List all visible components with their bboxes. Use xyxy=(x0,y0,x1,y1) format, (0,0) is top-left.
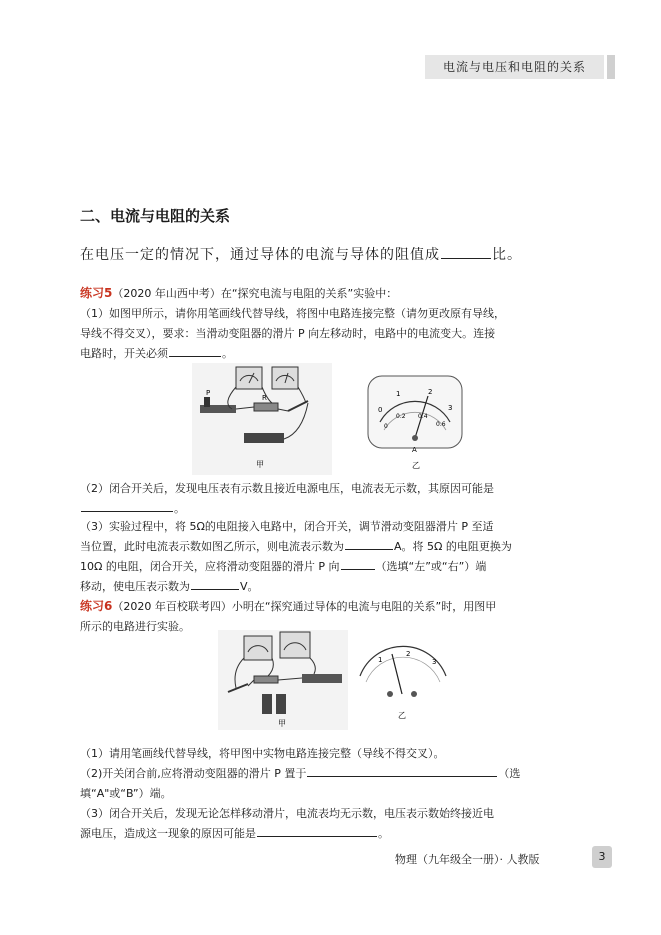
q1-end: 。 xyxy=(222,347,233,360)
page-number: 3 xyxy=(592,846,612,868)
exercise5-q1-line3 xyxy=(80,344,590,364)
voltmeter-icon xyxy=(236,367,262,389)
answer-blank[interactable] xyxy=(441,244,491,259)
dial-tick: 0 xyxy=(378,406,383,414)
exercise5-q1-line1: （1）如图甲所示，请你用笔画线代替导线，将图中电路连接完整（请勿更改原有导线， xyxy=(80,307,505,320)
q1-text: 电路时，开关必须 xyxy=(80,347,168,360)
dial-tick: 3 xyxy=(448,404,453,412)
section-title: 二、电流与电阻的关系 xyxy=(80,207,231,225)
q2-end: 。 xyxy=(174,502,185,515)
exercise6-heading xyxy=(80,596,590,617)
figure-caption-yi: 乙 xyxy=(412,461,420,470)
resistor-icon xyxy=(254,676,278,683)
exercise5-q2 xyxy=(80,479,590,519)
q3-line2 xyxy=(80,537,590,557)
exercise5-label: 练习5 xyxy=(80,286,113,300)
figure-caption-yi: 乙 xyxy=(398,711,406,720)
exercise6-questions xyxy=(80,744,600,844)
battery-icon xyxy=(244,433,284,443)
q3-text: A。将 5Ω 的电阻更换为 xyxy=(394,540,512,553)
exercise6-q2-line2: 填“A"或“B”）端。 xyxy=(80,787,172,800)
dial-tick: 2 xyxy=(406,650,411,658)
header-accent-bar xyxy=(607,55,615,79)
q3-text: 。 xyxy=(378,827,389,840)
q2-line1: （2）闭合开关后，发现电压表有示数且接近电源电压，电流表无示数，其原因可能是 xyxy=(80,482,494,495)
q3-text: V。 xyxy=(240,580,259,593)
q3-text: 源电压，造成这一现象的原因可能是 xyxy=(80,827,256,840)
ammeter-icon xyxy=(272,367,298,389)
q2-text: （选 xyxy=(498,767,521,780)
exercise6-source-line2: 所示的电路进行实验。 xyxy=(80,620,190,633)
q2-line2 xyxy=(80,499,590,519)
exercise6-circuit-figure xyxy=(218,630,348,730)
exercise6-meter-figure xyxy=(352,636,452,724)
dial-tick-small: 0.6 xyxy=(436,421,446,428)
intro-text-after: 比。 xyxy=(492,247,522,263)
dial-unit: A xyxy=(412,446,417,454)
slider-label: P xyxy=(206,389,211,397)
answer-blank[interactable] xyxy=(81,500,173,512)
footer-book-title: 物理（九年级全一册）· 人教版 xyxy=(395,853,540,866)
voltmeter-icon xyxy=(244,636,272,660)
exercise5-q3 xyxy=(80,517,590,597)
figure-caption-jia: 甲 xyxy=(278,719,286,728)
chapter-header: 电流与电压和电阻的关系 xyxy=(425,55,604,79)
answer-blank[interactable] xyxy=(257,825,377,837)
exercise5-q1-line2: 导线不得交叉），要求：当滑动变阻器的滑片 P 向左移动时，电路中的电流变大。连接 xyxy=(80,327,496,340)
dial-tick-small: 0.4 xyxy=(418,413,428,420)
intro-text-before: 在电压一定的情况下，通过导体的电流与导体的阻值成 xyxy=(80,247,440,263)
exercise6-label: 练习6 xyxy=(80,599,113,613)
answer-blank[interactable] xyxy=(169,345,221,357)
q3-line4 xyxy=(80,577,590,597)
q3-line3 xyxy=(80,557,590,577)
exercise5-ammeter-figure xyxy=(360,372,470,472)
q3-line1: （3）实验过程中，将 5Ω的电阻接入电路中，闭合开关，调节滑动变阻器滑片 P 至适 xyxy=(80,520,494,533)
dial-tick: 3 xyxy=(432,658,437,666)
answer-blank[interactable] xyxy=(307,765,497,777)
answer-blank[interactable] xyxy=(341,558,375,570)
exercise6-q3-line2 xyxy=(80,824,600,844)
resistor-icon xyxy=(254,403,278,411)
resistor-label: R xyxy=(262,394,267,402)
q3-text: 10Ω 的电阻，闭合开关，应将滑动变阻器的滑片 P 向 xyxy=(80,560,340,573)
exercise5-circuit-figure xyxy=(192,363,332,475)
intro-sentence xyxy=(80,244,522,264)
meter-needle xyxy=(392,654,402,694)
q2-text: （2)开关闭合前,应将滑动变阻器的滑片 P 置于 xyxy=(80,767,307,780)
dial-tick: 2 xyxy=(428,388,433,396)
q3-text: 当位置，此时电流表示数如图乙所示，则电流表示数为 xyxy=(80,540,344,553)
exercise5-heading xyxy=(80,283,590,304)
dial-tick-small: 0 xyxy=(384,423,388,430)
exercise5-block xyxy=(80,283,590,364)
answer-blank[interactable] xyxy=(191,578,239,590)
rheostat-icon xyxy=(302,674,342,683)
exercise5-source: （2020 年山西中考）在“探究电流与电阻的关系”实验中： xyxy=(112,287,398,300)
dial-tick: 1 xyxy=(396,390,401,398)
q3-text: （选填“左”或“右”）端 xyxy=(375,560,487,573)
dial-tick-small: 0.2 xyxy=(396,413,406,420)
exercise6-q3-line1: （3）闭合开关后，发现无论怎样移动滑片，电流表均无示数，电压表示数始终接近电 xyxy=(80,807,494,820)
answer-blank[interactable] xyxy=(345,538,393,550)
dial-tick: 1 xyxy=(378,656,383,664)
exercise6-q2-line1 xyxy=(80,764,600,784)
exercise6-source: （2020 年百校联考四）小明在“探究通过导体的电流与电阻的关系”时，用图甲 xyxy=(112,600,497,613)
q3-text: 移动，使电压表示数为 xyxy=(80,580,190,593)
exercise6-q1: （1）请用笔画线代替导线，将甲图中实物电路连接完整（导线不得交叉）。 xyxy=(80,747,445,760)
ammeter-icon xyxy=(280,632,310,658)
figure-caption-jia: 甲 xyxy=(256,460,264,469)
